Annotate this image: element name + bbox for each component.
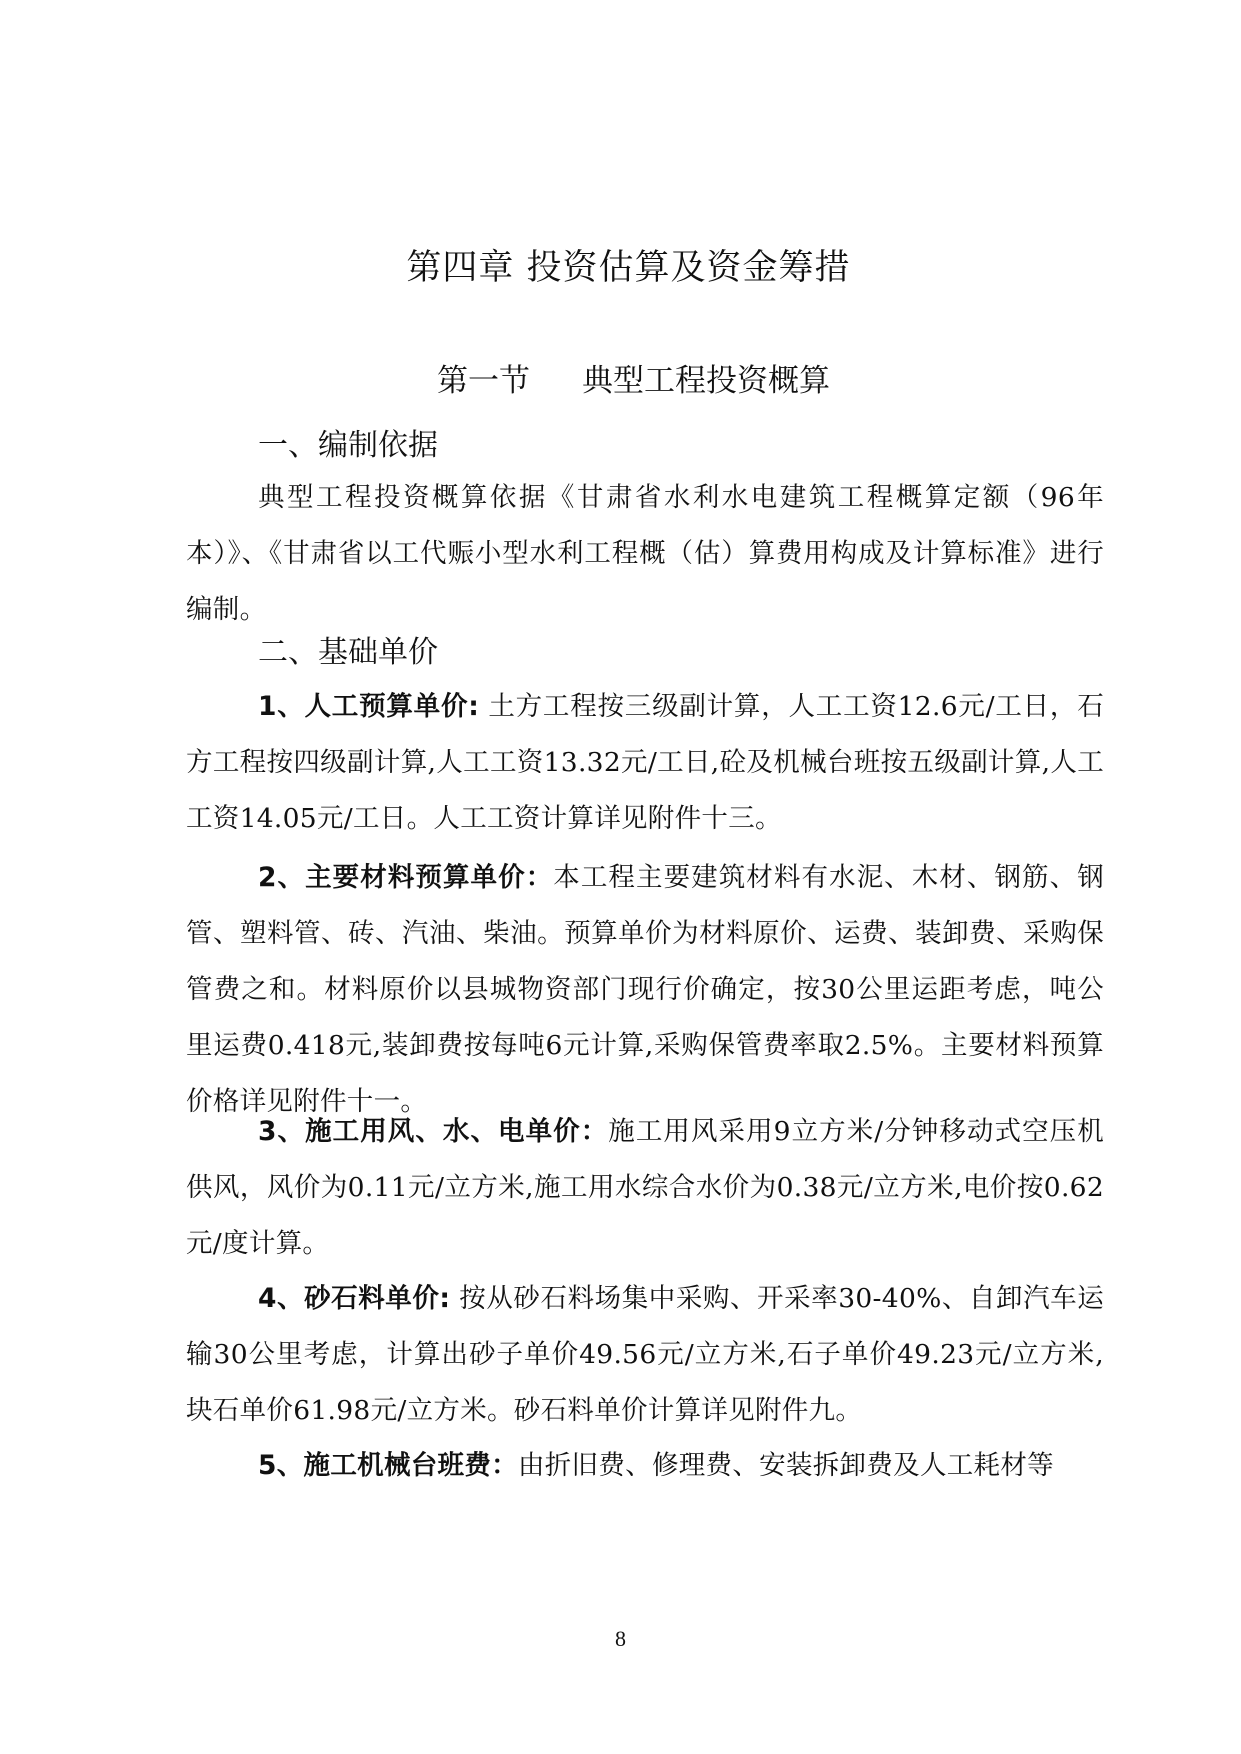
section-name: 典型工程投资概算 <box>582 363 830 399</box>
paragraph-utilities <box>186 1104 1104 1272</box>
section-number: 第一节 <box>437 363 530 399</box>
page-number: 8 <box>615 1626 626 1651</box>
utilities-text: 施工用风采用9立方米/分钟移动式空压机供风，风价为0.11元/立方米,施工用水综合水价为0.38元/立方米,电价按0.62元/度计算。 <box>186 1116 1104 1259</box>
labor-text: 土方工程按三级副计算，人工工资12.6元/工日，石方工程按四级副计算,人工工资13.32元/工日,砼及机械台班按五级副计算,人工工资14.05元/工日。人工工资计算详见附件十三。 <box>186 691 1104 834</box>
utilities-label: 3、施工用风、水、电单价： <box>258 1116 609 1147</box>
machinery-text: 由折旧费、修理费、安装拆卸费及人工耗材等 <box>517 1450 1054 1481</box>
materials-text: 本工程主要建筑材料有水泥、木材、钢筋、钢管、塑料管、砖、汽油、柴油。预算单价为材料原价、运费、装卸费、采购保管费之和。材料原价以县城物资部门现行价确定，按30公里运距考虑，吨公里运费0.418元,装卸费按每吨6元计算,采购保管费率取2.5%。主要材料预算价格详见附件十一。 <box>186 862 1104 1117</box>
machinery-label: 5、施工机械台班费： <box>258 1450 518 1481</box>
paragraph-basis: 典型工程投资概算依据《甘肃省水利水电建筑工程概算定额（96年本）》、《甘肃省以工代赈小型水利工程概（估）算费用构成及计算标准》进行编制。 <box>186 482 1104 625</box>
labor-label: 1、人工预算单价: <box>258 691 480 722</box>
heading-basis: 一、编制依据 <box>258 428 438 463</box>
paragraph-aggregate <box>186 1271 1104 1439</box>
chapter-title: 第四章 投资估算及资金筹措 <box>406 248 851 288</box>
paragraph-labor <box>186 679 1104 847</box>
heading-unit-price: 二、基础单价 <box>258 635 438 670</box>
paragraph-materials <box>186 850 1104 1130</box>
aggregate-text: 按从砂石料场集中采购、开采率30-40%、自卸汽车运输30公里考虑，计算出砂子单价49.56元/立方米,石子单价49.23元/立方米,块石单价61.98元/立方米。砂石料单价计算详见附件九。 <box>186 1283 1105 1426</box>
aggregate-label: 4、砂石料单价: <box>258 1283 451 1314</box>
materials-label: 2、主要材料预算单价： <box>258 862 554 893</box>
section-title <box>0 358 1241 404</box>
paragraph-machinery <box>186 1438 1104 1494</box>
